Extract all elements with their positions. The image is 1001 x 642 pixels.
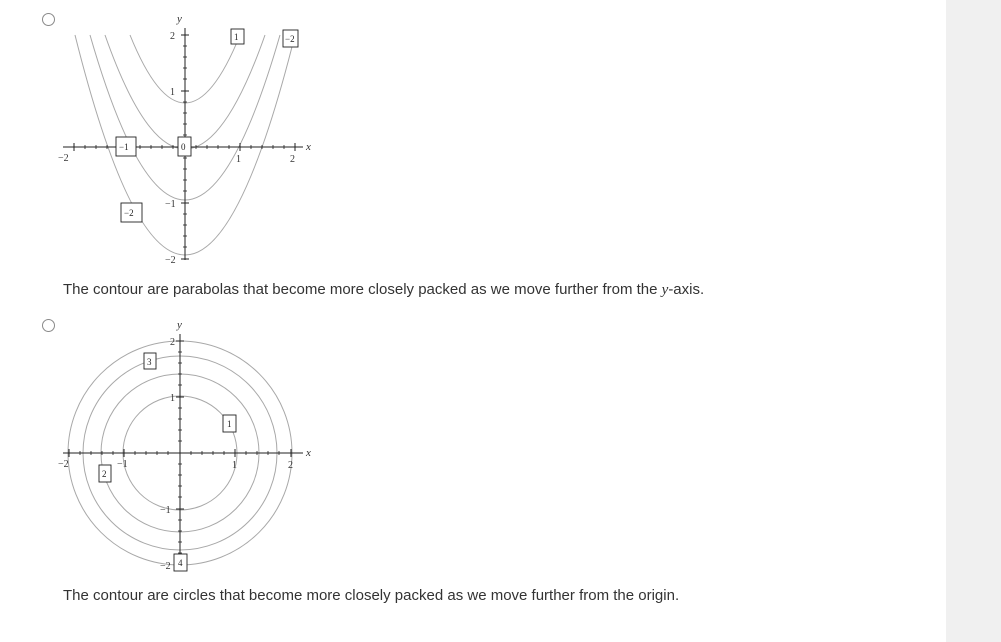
caption-text: -axis. bbox=[668, 281, 705, 298]
contour-label-box bbox=[223, 415, 236, 432]
contour-label: 3 bbox=[147, 357, 152, 367]
x-tick-label: 1 bbox=[232, 460, 237, 471]
x-tick-label: −2 bbox=[58, 153, 69, 164]
option-2-contour-plot bbox=[55, 316, 325, 576]
x-axis-label: x bbox=[306, 141, 311, 153]
contour-label: 1 bbox=[227, 419, 232, 429]
option-1-plot-svg bbox=[55, 10, 325, 270]
contour-label-box bbox=[174, 554, 187, 571]
option-2-radio[interactable] bbox=[42, 319, 55, 332]
option-1-radio[interactable] bbox=[42, 13, 55, 26]
contour-label-box bbox=[144, 353, 156, 369]
y-axis-label: y bbox=[177, 319, 182, 331]
option-2-plot-svg bbox=[55, 316, 325, 576]
contour-label-box bbox=[283, 30, 298, 47]
y-tick-label: 2 bbox=[170, 31, 175, 42]
contour-label: −2 bbox=[285, 34, 295, 44]
caption-text: The contour are parabolas that become more closely packed as we move further from the bbox=[63, 281, 662, 298]
contour-label-box bbox=[178, 137, 191, 156]
contour-label: −1 bbox=[119, 142, 129, 152]
contour-label: 0 bbox=[181, 142, 186, 152]
x-tick-label: −2 bbox=[58, 459, 69, 470]
caption-variable: y bbox=[661, 282, 669, 298]
option-1-contour-plot bbox=[55, 10, 325, 270]
contour-label: 2 bbox=[102, 469, 107, 479]
option-2-axes bbox=[63, 334, 303, 570]
y-tick-label: 1 bbox=[170, 393, 175, 404]
y-axis-label: y bbox=[177, 13, 182, 25]
x-tick-label: 2 bbox=[288, 460, 293, 471]
contour-label-box bbox=[116, 137, 136, 156]
y-tick-label: 1 bbox=[170, 87, 175, 98]
y-tick-label: −1 bbox=[165, 199, 176, 210]
y-tick-label: 2 bbox=[170, 337, 175, 348]
y-tick-label: −2 bbox=[165, 255, 176, 266]
contour-label-box bbox=[231, 29, 244, 44]
contour-label-box bbox=[121, 203, 142, 222]
x-tick-label: 1 bbox=[236, 154, 241, 165]
option-2-caption: The contour are circles that become more closely packed as we move further from the origin. bbox=[63, 587, 680, 604]
right-gutter bbox=[946, 0, 1001, 642]
contour-label-box bbox=[99, 465, 111, 482]
option-1-caption bbox=[63, 281, 704, 299]
x-tick-label: −1 bbox=[117, 459, 128, 470]
y-tick-label: −1 bbox=[160, 505, 171, 516]
x-axis-label: x bbox=[306, 447, 311, 459]
x-tick-label: 2 bbox=[290, 154, 295, 165]
contour-label: 4 bbox=[178, 558, 183, 568]
y-tick-label: −2 bbox=[160, 561, 171, 572]
contour-label: 1 bbox=[234, 32, 239, 42]
contour-label: −2 bbox=[124, 208, 134, 218]
